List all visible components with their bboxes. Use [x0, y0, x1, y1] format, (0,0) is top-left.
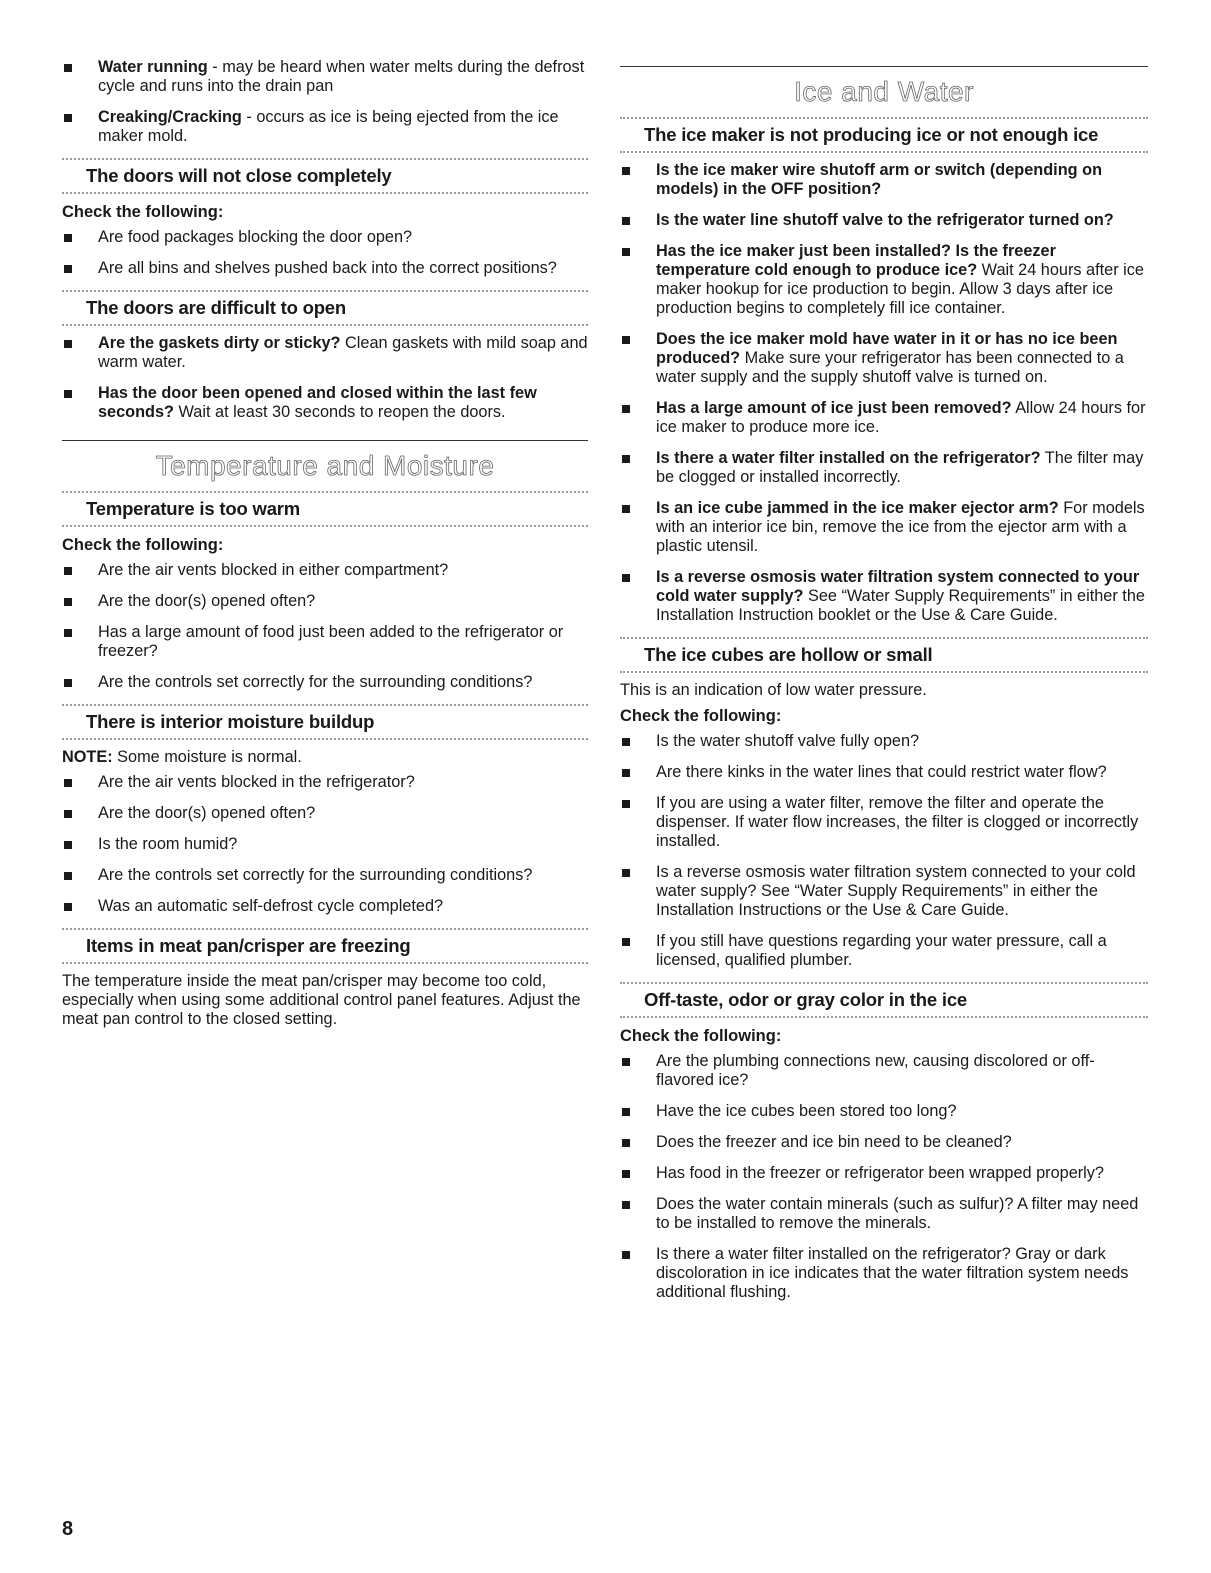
bullet-icon — [622, 1058, 630, 1066]
right-column — [620, 62, 1148, 1314]
bullet-icon — [64, 340, 72, 348]
list-item: Was an automatic self-defrost cycle completed? — [62, 897, 588, 916]
list-item: Is an ice cube jammed in the ice maker ejector arm? For models with an interior ice bin, remove the ice from the ejector arm with a plastic utensil. — [620, 499, 1148, 556]
bullet-icon — [622, 336, 630, 344]
list-item: Are the controls set correctly for the surrounding conditions? — [62, 866, 588, 885]
bullet-icon — [622, 248, 630, 256]
list-item: If you are using a water filter, remove the filter and operate the dispenser. If water flow increases, the filter is clogged or incorrectly installed. — [620, 794, 1148, 851]
bullet-icon — [64, 567, 72, 575]
list-item: Has the ice maker just been installed? Is the freezer temperature cold enough to produce ice? Wait 24 hours after ice maker hookup for ice production to begin. Allow 3 days after ice production begins to completely fill ice container. — [620, 242, 1148, 318]
list-item: Is there a water filter installed on the refrigerator? The filter may be clogged or installed incorrectly. — [620, 449, 1148, 487]
bullet-icon — [622, 1201, 630, 1209]
bullet-icon — [622, 1108, 630, 1116]
bullet-icon — [622, 869, 630, 877]
list-item: Has a large amount of food just been added to the refrigerator or freezer? — [62, 623, 588, 661]
list-item: Have the ice cubes been stored too long? — [620, 1102, 1148, 1121]
bullet-icon — [622, 769, 630, 777]
meat-pan-section — [62, 928, 588, 1029]
check-label: Check the following: — [620, 707, 782, 725]
moisture-section — [62, 704, 588, 916]
temp-warm-section — [62, 491, 588, 692]
section-heading: The ice maker is not producing ice or not enough ice — [620, 117, 1148, 153]
bullet-icon — [622, 505, 630, 513]
bullet-icon — [622, 1251, 630, 1259]
bullet-icon — [64, 265, 72, 273]
list-item: Is a reverse osmosis water filtration system connected to your cold water supply? See “Water Supply Requirements” in either the Installation Instruction booklet or the Use & Care Guide. — [620, 568, 1148, 625]
bullet-icon — [64, 903, 72, 911]
bullet-icon — [622, 738, 630, 746]
bullet-icon — [64, 234, 72, 242]
hollow-section — [620, 637, 1148, 970]
bullet-icon — [64, 629, 72, 637]
list-item: Are the plumbing connections new, causing discolored or off-flavored ice? — [620, 1052, 1148, 1090]
list-item: Are the air vents blocked in either compartment? — [62, 561, 588, 580]
doors-close-section — [62, 158, 588, 278]
bullet-icon — [622, 938, 630, 946]
section-heading: The doors will not close completely — [62, 158, 588, 194]
section-title: Ice and Water — [794, 76, 974, 107]
not-producing-section — [620, 117, 1148, 625]
bullet-icon — [64, 841, 72, 849]
bullet-icon — [622, 405, 630, 413]
bullet-icon — [64, 64, 72, 72]
check-label: Check the following: — [62, 536, 224, 554]
list-item: Is a reverse osmosis water filtration system connected to your cold water supply? See “Water Supply Requirements” in either the Installation Instructions or the Use & Care Guide. — [620, 863, 1148, 920]
paragraph: The temperature inside the meat pan/crisper may become too cold, especially when using some additional control panel features. Adjust the meat pan control to the closed setting. — [62, 972, 581, 1028]
bullet-icon — [64, 810, 72, 818]
list-item: Are there kinks in the water lines that could restrict water flow? — [620, 763, 1148, 782]
list-item: If you still have questions regarding your water pressure, call a licensed, qualified plumber. — [620, 932, 1148, 970]
bullet-icon — [622, 800, 630, 808]
list-item: Has a large amount of ice just been removed? Allow 24 hours for ice maker to produce more ice. — [620, 399, 1148, 437]
bullet-icon — [64, 679, 72, 687]
check-label: Check the following: — [620, 1027, 782, 1045]
bullet-icon — [622, 574, 630, 582]
section-heading: The doors are difficult to open — [62, 290, 588, 326]
list-item: Are the door(s) opened often? — [62, 592, 588, 611]
list-item: Does the ice maker mold have water in it or has no ice been produced? Make sure your refrigerator has been connected to a water supply and the supply shutoff valve is turned on. — [620, 330, 1148, 387]
list-item: Are the controls set correctly for the surrounding conditions? — [62, 673, 588, 692]
off-taste-section — [620, 982, 1148, 1302]
divider — [62, 440, 588, 441]
list-item: Is the water line shutoff valve to the refrigerator turned on? — [620, 211, 1148, 230]
list-item: Are the air vents blocked in the refrigerator? — [62, 773, 588, 792]
check-label: Check the following: — [62, 203, 224, 221]
doors-open-section — [62, 290, 588, 422]
paragraph: This is an indication of low water pressure. — [620, 681, 927, 699]
section-heading: Temperature is too warm — [62, 491, 588, 527]
list-item: Creaking/Cracking - occurs as ice is being ejected from the ice maker mold. — [62, 108, 588, 146]
section-heading: There is interior moisture buildup — [62, 704, 588, 740]
bullet-icon — [622, 1139, 630, 1147]
list-item: Is the ice maker wire shutoff arm or switch (depending on models) in the OFF position? — [620, 161, 1148, 199]
section-heading: Off-taste, odor or gray color in the ice — [620, 982, 1148, 1018]
bullet-icon — [64, 872, 72, 880]
list-item: Does the freezer and ice bin need to be cleaned? — [620, 1133, 1148, 1152]
bullet-icon — [64, 390, 72, 398]
list-item: Does the water contain minerals (such as sulfur)? A filter may need to be installed to remove the minerals. — [620, 1195, 1148, 1233]
note: NOTE: Some moisture is normal. — [62, 748, 302, 766]
list-item: Is the water shutoff valve fully open? — [620, 732, 1148, 751]
bullet-icon — [64, 779, 72, 787]
left-column — [62, 58, 588, 1035]
divider — [620, 66, 1148, 67]
bullet-icon — [622, 455, 630, 463]
bullet-icon — [622, 1170, 630, 1178]
section-heading: The ice cubes are hollow or small — [620, 637, 1148, 673]
bullet-icon — [622, 217, 630, 225]
list-item: Are the gaskets dirty or sticky? Clean gaskets with mild soap and warm water. — [62, 334, 588, 372]
list-item: Are all bins and shelves pushed back into the correct positions? — [62, 259, 588, 278]
list-item: Is the room humid? — [62, 835, 588, 854]
list-item: Has food in the freezer or refrigerator been wrapped properly? — [620, 1164, 1148, 1183]
section-title: Temperature and Moisture — [155, 450, 495, 481]
list-item: Are the door(s) opened often? — [62, 804, 588, 823]
intro-list — [62, 58, 588, 146]
section-heading: Items in meat pan/crisper are freezing — [62, 928, 588, 964]
list-item: Is there a water filter installed on the refrigerator? Gray or dark discoloration in ice indicates that the water filtration system needs additional flushing. — [620, 1245, 1148, 1302]
list-item: Water running - may be heard when water melts during the defrost cycle and runs into the drain pan — [62, 58, 588, 96]
list-item: Has the door been opened and closed within the last few seconds? Wait at least 30 seconds to reopen the doors. — [62, 384, 588, 422]
page-number: 8 — [62, 1518, 74, 1540]
bullet-icon — [64, 114, 72, 122]
bullet-icon — [622, 167, 630, 175]
bullet-icon — [64, 598, 72, 606]
list-item: Are food packages blocking the door open? — [62, 228, 588, 247]
